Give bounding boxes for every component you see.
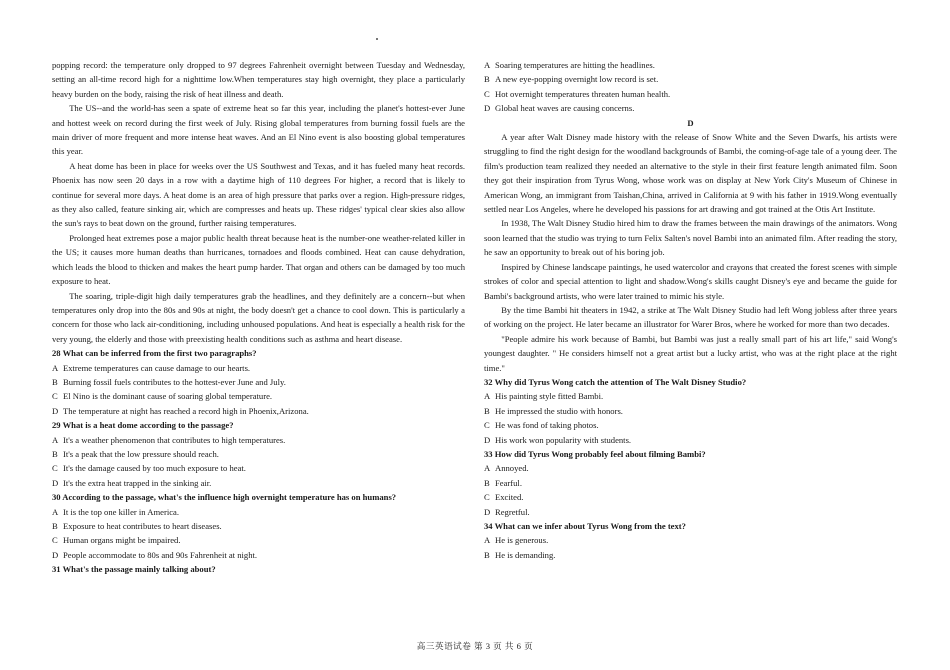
q29-option-d: D It's the extra heat trapped in the sinking air.: [52, 477, 212, 488]
passage-d-paragraph-5: "People admire his work because of Bambi, but Bambi was just a really small part of his art life," said Wong's youngest daughter. " He considers himself not a great artist but a lucky artist, who was at the right place at the right time.": [484, 333, 897, 373]
q29-option-a: A It's a weather phenomenon that contributes to high temperatures.: [52, 434, 286, 445]
q32-option-d: D His work won popularity with students.: [484, 434, 632, 445]
question-29: 29 What is a heat dome according to the passage?: [52, 420, 234, 431]
q30-option-a: A It is the top one killer in America.: [52, 506, 179, 517]
q31-option-c: C Hot overnight temperatures threaten human health.: [484, 88, 671, 99]
q31-option-d: D Global heat waves are causing concerns.: [484, 103, 635, 114]
question-33: 33 How did Tyrus Wong probably feel about filming Bambi?: [484, 448, 706, 459]
q29-option-c: C It's the damage caused by too much exposure to heat.: [52, 463, 246, 474]
question-31: 31 What's the passage mainly talking about?: [52, 564, 216, 575]
page-footer: 高三英语试卷 第 3 页 共 6 页: [416, 641, 534, 651]
q33-option-a: A Annoyed.: [484, 463, 529, 474]
question-32: 32 Why did Tyrus Wong catch the attention of The Walt Disney Studio?: [484, 376, 747, 387]
section-heading-d: D: [687, 117, 694, 128]
left-column: [52, 58, 465, 577]
q34-option-a: A He is generous.: [484, 535, 549, 546]
q31-option-b: B A new eye-popping overnight low record is set.: [484, 74, 659, 85]
passage-c-paragraph-2: The US--and the world-has seen a spate of extreme heat so far this year, including the planet's hottest-ever June and hottest week on record during the first week of July. Rising global temperatures from burning fossil fuels are the main driver of more frequent and more intense heat waves. And an El Nino event is also boosting global temperatures this year.: [52, 103, 465, 157]
passage-d-paragraph-2: In 1938, The Walt Disney Studio hired him to draw the frames between the main drawings of the animators. Wong soon learned that the studio was trying to turn Felix Salten's novel Bambi into an animated film. After reading the story, he saw an opportunity to break out of his boring job.: [484, 218, 897, 258]
q34-option-b: B He is demanding.: [484, 549, 556, 560]
q30-option-c: C Human organs might be impaired.: [52, 535, 181, 546]
right-column: [484, 58, 897, 562]
q31-option-a: A Soaring temperatures are hitting the headlines.: [484, 60, 655, 70]
question-34: 34 What can we infer about Tyrus Wong from the text?: [484, 521, 686, 531]
q33-option-c: C Excited.: [484, 492, 524, 503]
question-30: 30 According to the passage, what's the influence high overnight temperature has on humans?: [52, 492, 397, 503]
passage-c-paragraph-5: The soaring, triple-digit high daily temperatures grab the headlines, and they definitely are a concern--but when temperatures only drop into the 80s and 90s at night, the body doesn't get a chance to cool down. This is particularly a concern for those who lack air-conditioning, including unhoused populations. And heat is especially a health risk for the very young, the elderly and those with preexisting health conditions such as asthma and heart disease.: [52, 290, 465, 344]
q30-option-b: B Exposure to heat contributes to heart diseases.: [52, 521, 222, 531]
passage-c-paragraph-1: popping record: the temperature only dropped to 97 degrees Fahrenheit overnight between Tuesday and Wednesday, setting an all-time record high for a nighttime low.When temperatures stay high overnight, they place a particularly heavy burden on the body, raising the risk of heat illness and death.: [52, 60, 465, 99]
q32-option-a: A His painting style fitted Bambi.: [484, 391, 604, 402]
q28-option-c: C El Nino is the dominant cause of soaring global temperature.: [52, 391, 273, 402]
q32-option-c: C He was fond of taking photos.: [484, 420, 599, 431]
passage-c-paragraph-3: A heat dome has been in place for weeks over the US Southwest and Texas, and it has fueled many heat records. Phoenix has now seen 20 days in a row with a daytime high of 110 degrees For higher, a record that is likely to continue for several more days. A heat dome is an area of high pressure that parks over a region. High-pressure ridges, as they also called, feature sinking air, which are compresses and heats up. These ridges' typical clear skies also allow the sun's rays to beat down on the ground, further raising temperatures.: [52, 160, 465, 229]
q33-option-b: B Fearful.: [484, 477, 522, 488]
passage-d-paragraph-4: By the time Bambi hit theaters in 1942, a strike at The Walt Disney Studio had left Wong jobless after three years of working on the project. He later became an illustrator for Warer Bros, where he worked for more than two decades.: [484, 304, 897, 330]
passage-d-paragraph-1: A year after Walt Disney made history with the release of Snow White and the Seven Dwarfs, his artists were struggling to find the right design for the woodland backgrounds of Bambi, the coming-of-age tale of a young deer. The film's production team realized they needed an alternative to the style in their first feature length animated film. Soon they got their inspiration from Tyrus Wong, whose work was on display at New York City's Museum of Chinese in American Wong, an immigrant from Taishan,China, arrived in California at 9 with his father in 1919.Wong eventually settled near Los Angeles, where he developed his passions for art drawing and got trained at the Otis Art Institute.: [484, 132, 897, 215]
passage-d-paragraph-3: Inspired by Chinese landscape paintings, he used watercolor and crayons that created the forest scenes with simple strokes of color and special attention to light and shadow.Wong's skills caught Disney's eye and became the guide for Bambi's background artists, who were later trained to mimic his style.: [484, 261, 897, 301]
question-28: 28 What can be inferred from the first two paragraphs?: [52, 348, 257, 359]
q30-option-d: D People accommodate to 80s and 90s Fahrenheit at night.: [52, 549, 258, 560]
top-mark: [376, 38, 378, 40]
q28-option-a: A Extreme temperatures can cause damage to our hearts.: [52, 362, 251, 373]
q28-option-d: D The temperature at night has reached a record high in Phoenix,Arizona.: [52, 405, 309, 416]
q32-option-b: B He impressed the studio with honors.: [484, 405, 623, 416]
passage-c-paragraph-4: Prolonged heat extremes pose a major public health threat because heat is the number-one weather-related killer in the US; it causes more human deaths than hurricanes, tornadoes and floods combined. Heat can cause dehydration, which leads the blood to thicken and makes the heart pump harder. That organ and others can be damaged by too much exposure to heat.: [52, 232, 465, 287]
q29-option-b: B It's a peak that the low pressure should reach.: [52, 448, 219, 459]
q33-option-d: D Regretful.: [484, 506, 530, 517]
q28-option-b: B Burning fossil fuels contributes to the hottest-ever June and July.: [52, 376, 286, 387]
